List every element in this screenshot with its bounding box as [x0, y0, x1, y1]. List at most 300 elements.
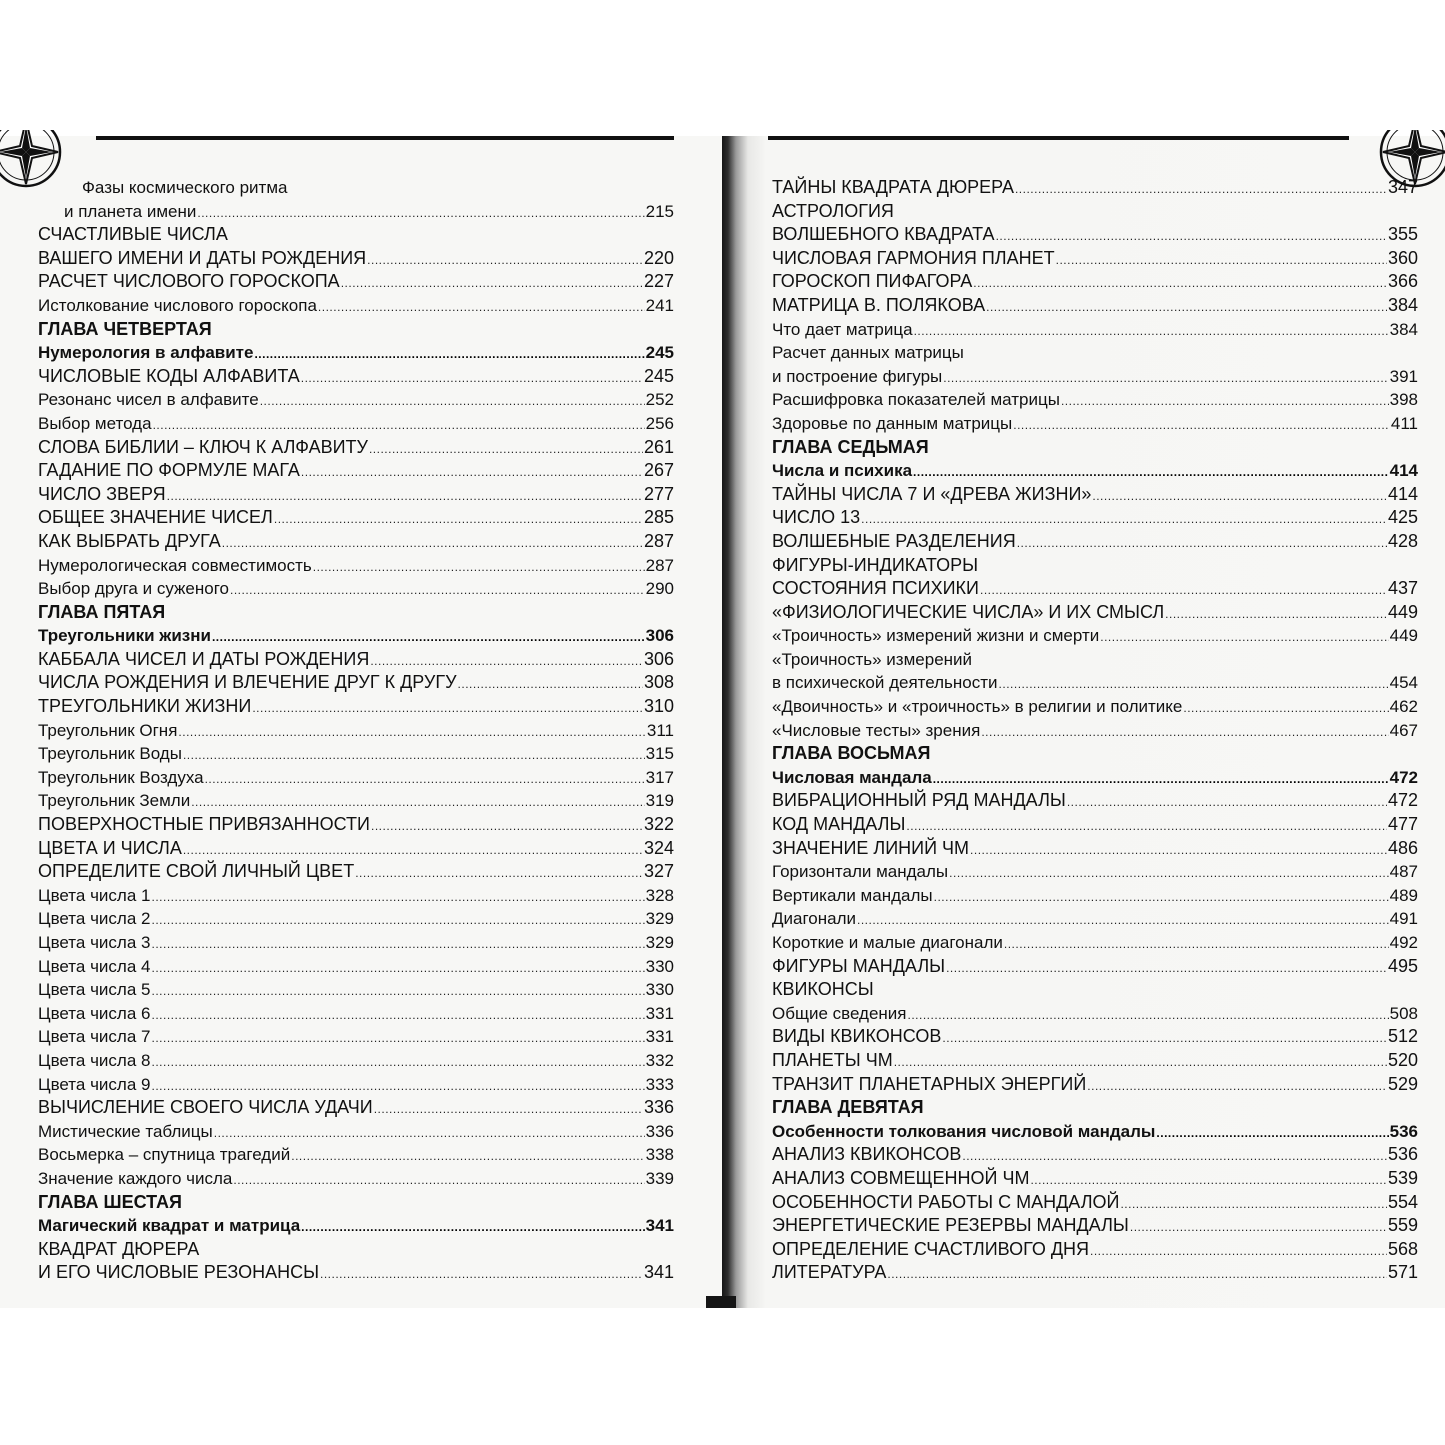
entry-title: Здоровье по данным матрицы [772, 413, 1013, 433]
toc-entry [38, 907, 674, 931]
dot-leader [151, 1027, 644, 1051]
toc-entry [772, 1025, 1418, 1049]
toc-entry [38, 554, 674, 578]
dot-leader [371, 815, 643, 839]
entry-title: Цвета числа 9 [38, 1074, 151, 1094]
dot-leader [151, 933, 644, 957]
toc-entry [772, 648, 1418, 672]
entry-title: Общие сведения [772, 1003, 907, 1023]
entry-title: ТРАНЗИТ ПЛАНЕТАРНЫХ ЭНЕРГИЙ [772, 1073, 1087, 1094]
page-number: 285 [643, 507, 674, 528]
entry-title: ВЫЧИСЛЕНИЕ СВОЕГО ЧИСЛА УДАЧИ [38, 1097, 373, 1118]
dot-leader [320, 1263, 643, 1287]
page-number: 491 [1389, 909, 1418, 929]
toc-entry [38, 813, 674, 837]
page-number: 520 [1387, 1049, 1418, 1070]
dot-leader [369, 438, 643, 462]
dot-leader [1067, 791, 1387, 815]
page-number: 330 [645, 956, 674, 976]
entry-title: ЧИСЛО 13 [772, 507, 861, 528]
page-number: 261 [643, 436, 674, 457]
toc-entry [38, 459, 674, 483]
page-number: 308 [643, 672, 674, 693]
toc-entry [38, 648, 674, 672]
entry-title: Фазы космического ритма [82, 178, 288, 197]
dot-leader [1056, 249, 1387, 273]
entry-title: Цвета числа 5 [38, 980, 151, 1000]
top-rule [768, 136, 1349, 140]
page-number: 220 [643, 247, 674, 268]
page-number: 245 [643, 365, 674, 386]
entry-title: Горизонтали мандалы [772, 862, 949, 882]
toc-entry [38, 624, 674, 648]
page-number: 315 [645, 744, 674, 764]
page-number: 495 [1387, 955, 1418, 976]
page-number: 414 [1387, 483, 1418, 504]
toc-entry [38, 671, 674, 695]
entry-title: КАК ВЫБРАТЬ ДРУГА [38, 530, 221, 551]
entry-title: Значение каждого числа [38, 1168, 233, 1188]
dot-leader [943, 367, 1388, 391]
dot-leader [933, 768, 1389, 792]
entry-title: ПОВЕРХНОСТНЫЕ ПРИВЯЗАННОСТИ [38, 814, 370, 835]
entry-title: Цвета числа 3 [38, 933, 151, 952]
entry-title: ГЛАВА ПЯТАЯ [38, 601, 166, 622]
dot-leader [999, 673, 1389, 697]
entry-title: Расчет данных матрицы [772, 343, 964, 363]
entry-title: ОБЩЕЕ ЗНАЧЕНИЕ ЧИСЕЛ [38, 507, 273, 528]
entry-title: ФИГУРЫ-ИНДИКАТОРЫ [772, 554, 979, 575]
entry-title: КОД МАНДАЛЫ [772, 814, 906, 835]
entry-title: МАТРИЦА В. ПОЛЯКОВА [772, 294, 986, 315]
entry-title: ФИГУРЫ МАНДАЛЫ [772, 955, 946, 976]
page-number: 227 [643, 271, 674, 292]
toc-entry [772, 506, 1418, 530]
toc-entry [38, 200, 674, 224]
dot-leader [1017, 532, 1387, 556]
entry-title: Выбор друга и суженого [38, 579, 229, 599]
page-number: 256 [645, 413, 674, 433]
entry-title: КАББАЛА ЧИСЕЛ И ДАТЫ РОЖДЕНИЯ [38, 648, 370, 669]
page-number: 329 [645, 933, 674, 952]
toc-entry [38, 719, 674, 743]
dot-leader [212, 626, 645, 650]
entry-title: Нумерология в алфавите [38, 343, 254, 363]
page-number: 571 [1387, 1262, 1418, 1283]
page-number: 492 [1389, 933, 1418, 952]
page-number: 215 [645, 201, 674, 221]
page-number: 306 [645, 626, 674, 646]
toc-entry [772, 671, 1418, 695]
page-number: 486 [1387, 837, 1418, 858]
toc-entry [772, 223, 1418, 247]
toc-entry [772, 1238, 1418, 1262]
toc-entry [772, 860, 1418, 884]
entry-title: Цвета числа 8 [38, 1050, 151, 1070]
page-number: 366 [1387, 271, 1418, 292]
page-number: 245 [645, 343, 674, 363]
entry-title: ТРЕУГОЛЬНИКИ ЖИЗНИ [38, 696, 252, 717]
page-number: 472 [1387, 790, 1418, 811]
page-number: 391 [1389, 366, 1418, 386]
toc-entry [38, 1120, 674, 1144]
entry-title: Цвета числа 2 [38, 909, 151, 929]
dot-leader [260, 390, 645, 414]
toc-entry [772, 1049, 1418, 1073]
page-number: 529 [1387, 1073, 1418, 1094]
entry-title: ЛИТЕРАТУРА [772, 1262, 887, 1283]
dot-leader [151, 886, 644, 910]
dot-leader [934, 886, 1389, 910]
dot-leader [178, 721, 645, 745]
toc-entry [772, 318, 1418, 342]
toc-entry [38, 1073, 674, 1097]
dot-leader [906, 815, 1387, 839]
page-number: 290 [645, 579, 674, 599]
entry-title: Истолкование числового гороскопа [38, 295, 317, 315]
toc-entry [772, 1167, 1418, 1191]
toc-entry [38, 506, 674, 530]
entry-title: Треугольник Воздуха [38, 767, 204, 787]
toc-entry [38, 601, 674, 625]
toc-entry [38, 223, 674, 247]
dot-leader [949, 862, 1388, 886]
page-number: 277 [643, 483, 674, 504]
entry-title: ЭНЕРГЕТИЧЕСКИЕ РЕЗЕРВЫ МАНДАЛЫ [772, 1215, 1129, 1236]
toc-entry [38, 766, 674, 790]
toc-entry [38, 1167, 674, 1191]
page-number: 341 [645, 1216, 674, 1236]
dot-leader [1092, 485, 1387, 509]
entry-title: ОПРЕДЕЛИТЕ СВОЙ ЛИЧНЫЙ ЦВЕТ [38, 861, 355, 882]
dot-leader [197, 202, 644, 226]
page-number: 489 [1389, 885, 1418, 905]
page-number: 559 [1387, 1215, 1418, 1236]
toc-entry [772, 1143, 1418, 1167]
toc-entry [38, 1096, 674, 1120]
toc-entry [772, 270, 1418, 294]
dot-leader [341, 272, 643, 296]
dot-leader [151, 957, 644, 981]
page-number: 317 [645, 767, 674, 787]
page-number: 287 [645, 555, 674, 575]
page-number: 454 [1389, 673, 1418, 693]
entry-title: И ЕГО ЧИСЛОВЫЕ РЕЗОНАНСЫ [38, 1262, 320, 1283]
dot-leader [857, 909, 1389, 933]
page-number: 327 [643, 861, 674, 882]
entry-title: Числа и психика [772, 461, 913, 481]
dot-leader [301, 461, 643, 485]
toc-entry [38, 365, 674, 389]
page-number: 324 [643, 837, 674, 858]
page-number: 512 [1387, 1026, 1418, 1047]
page-number: 411 [1390, 413, 1418, 433]
dot-leader [894, 1051, 1387, 1075]
page-number: 384 [1387, 294, 1418, 315]
entry-title: ВАШЕГО ИМЕНИ И ДАТЫ РОЖДЕНИЯ [38, 247, 367, 268]
dot-leader [274, 508, 643, 532]
toc-entry [38, 1238, 674, 1262]
entry-title: Цвета числа 7 [38, 1027, 151, 1047]
toc-entry [38, 1261, 674, 1285]
toc-entry [772, 412, 1418, 436]
entry-title: ОПРЕДЕЛЕНИЕ СЧАСТЛИВОГО ДНЯ [772, 1238, 1090, 1259]
page-number: 437 [1387, 578, 1418, 599]
entry-title: КВАДРАТ ДЮРЕРА [38, 1238, 200, 1259]
dot-leader [1183, 697, 1388, 721]
page-number: 252 [645, 390, 674, 410]
page-number: 332 [645, 1050, 674, 1070]
toc-entry [38, 955, 674, 979]
dot-leader [183, 744, 645, 768]
toc-entry [772, 176, 1418, 200]
dot-leader [252, 697, 643, 721]
entry-title: Что дает матрица [772, 319, 913, 339]
entry-title: Короткие и малые диагонали [772, 933, 1003, 952]
dot-leader [222, 532, 643, 556]
entry-title: ЧИСЛОВАЯ ГАРМОНИЯ ПЛАНЕТ [772, 247, 1055, 268]
entry-title: «Троичность» измерений жизни и смерти [772, 626, 1100, 646]
entry-title: Расшифровка показателей матрицы [772, 390, 1060, 410]
page-number: 449 [1387, 601, 1418, 622]
entry-title: ВОЛШЕБНОГО КВАДРАТА [772, 224, 995, 245]
page-number: 477 [1387, 814, 1418, 835]
entry-title: ВИБРАЦИОННЫЙ РЯД МАНДАЛЫ [772, 790, 1066, 811]
entry-title: Вертикали мандалы [772, 885, 933, 905]
dot-leader [183, 839, 643, 863]
dot-leader [151, 1051, 644, 1075]
toc-right [772, 176, 1418, 1285]
dot-leader [230, 579, 645, 603]
dot-leader [151, 909, 644, 933]
dot-leader [318, 296, 645, 320]
page-number: 311 [646, 720, 674, 740]
dot-leader [313, 556, 645, 580]
entry-title: ГЛАВА ВОСЬМАЯ [772, 743, 931, 764]
toc-entry [38, 530, 674, 554]
page-number: 267 [643, 460, 674, 481]
entry-title: Резонанс чисел в алфавите [38, 390, 259, 410]
entry-title: ГОРОСКОП ПИФАГОРА [772, 271, 973, 292]
entry-title: Цвета числа 6 [38, 1003, 151, 1023]
toc-entry [772, 1191, 1418, 1215]
entry-title: РАСЧЕТ ЧИСЛОВОГО ГОРОСКОПА [38, 271, 340, 292]
page-number: 310 [643, 696, 674, 717]
toc-entry [772, 955, 1418, 979]
entry-title: ГЛАВА ШЕСТАЯ [38, 1191, 182, 1212]
toc-entry [772, 577, 1418, 601]
entry-title: Треугольник Земли [38, 791, 191, 811]
toc-entry [38, 931, 674, 955]
toc-entry [772, 601, 1418, 625]
entry-title: ВОЛШЕБНЫЕ РАЗДЕЛЕНИЯ [772, 530, 1016, 551]
dot-leader [962, 1145, 1387, 1169]
page-number: 328 [645, 885, 674, 905]
toc-entry [38, 412, 674, 436]
page-number: 539 [1387, 1167, 1418, 1188]
entry-title: Треугольник Воды [38, 744, 182, 764]
toc-entry [772, 907, 1418, 931]
toc-entry [772, 1002, 1418, 1026]
dot-leader [367, 249, 643, 273]
dot-leader [1156, 1122, 1388, 1146]
dot-leader [1090, 1240, 1387, 1264]
entry-title: Цвета числа 1 [38, 885, 151, 905]
dot-leader [908, 1004, 1389, 1028]
dot-leader [1120, 1193, 1387, 1217]
page-number: 287 [643, 530, 674, 551]
toc-entry [38, 294, 674, 318]
page-number: 336 [643, 1097, 674, 1118]
entry-title: Числовая мандала [772, 767, 932, 787]
dot-leader [301, 367, 643, 391]
page-number: 336 [645, 1121, 674, 1141]
book-spine [706, 1296, 736, 1308]
toc-entry [38, 1143, 674, 1167]
toc-entry [772, 837, 1418, 861]
page-number: 554 [1387, 1191, 1418, 1212]
dot-leader [981, 721, 1388, 745]
entry-title: Мистические таблицы [38, 1121, 213, 1141]
entry-title: АНАЛИЗ СОВМЕЩЕННОЙ ЧМ [772, 1167, 1030, 1188]
toc-entry [772, 1214, 1418, 1238]
entry-title: ЦВЕТА И ЧИСЛА [38, 837, 182, 858]
entry-title: ТАЙНЫ ЧИСЛА 7 И «ДРЕВА ЖИЗНИ» [772, 483, 1092, 504]
dot-leader [1061, 390, 1389, 414]
entry-title: ГЛАВА СЕДЬМАЯ [772, 436, 929, 457]
dot-leader [996, 225, 1387, 249]
toc-entry [772, 742, 1418, 766]
page-number: 319 [645, 791, 674, 811]
entry-title: АСТРОЛОГИЯ [772, 200, 894, 221]
page-number: 449 [1389, 626, 1418, 646]
page-number: 536 [1389, 1121, 1418, 1141]
toc-entry [772, 931, 1418, 955]
top-rule [96, 136, 674, 140]
page-number: 462 [1389, 697, 1418, 717]
dot-leader [233, 1169, 644, 1193]
page-number: 306 [643, 648, 674, 669]
dot-leader [1004, 933, 1389, 957]
entry-title: и построение фигуры [772, 366, 943, 386]
entry-title: ЧИСЛО ЗВЕРЯ [38, 483, 166, 504]
page-number: 508 [1389, 1003, 1418, 1023]
entry-title: ПЛАНЕТЫ ЧМ [772, 1049, 893, 1070]
dot-leader [167, 485, 643, 509]
toc-entry [772, 365, 1418, 389]
toc-entry [772, 294, 1418, 318]
page-number: 347 [1387, 177, 1418, 197]
toc-entry [772, 1120, 1418, 1144]
dot-leader [151, 980, 644, 1004]
toc-entry [772, 1096, 1418, 1120]
toc-entry [38, 577, 674, 601]
dot-leader [151, 1075, 644, 1099]
toc-entry [38, 1025, 674, 1049]
dot-leader [1015, 178, 1387, 202]
toc-entry [38, 1214, 674, 1238]
dot-leader [301, 1216, 644, 1240]
toc-entry [772, 1073, 1418, 1097]
entry-title: и планета имени [64, 201, 197, 221]
dot-leader [946, 957, 1387, 981]
toc-entry [772, 719, 1418, 743]
page-number: 355 [1387, 224, 1418, 245]
entry-title: Особенности толкования числовой мандалы [772, 1121, 1156, 1141]
page-number: 487 [1389, 862, 1418, 882]
entry-title: Цвета числа 4 [38, 956, 151, 976]
toc-entry [772, 554, 1418, 578]
dot-leader [861, 508, 1387, 532]
toc-entry [772, 624, 1418, 648]
entry-title: «ФИЗИОЛОГИЧЕСКИЕ ЧИСЛА» И ИХ СМЫСЛ [772, 601, 1165, 622]
entry-title: Магический квадрат и матрица [38, 1216, 301, 1236]
dot-leader [1100, 626, 1388, 650]
toc-entry [772, 1261, 1418, 1285]
page-number: 428 [1387, 530, 1418, 551]
entry-title: Треугольники жизни [38, 626, 211, 646]
toc-entry [38, 860, 674, 884]
dot-leader [205, 768, 645, 792]
dot-leader [291, 1145, 644, 1169]
dot-leader [191, 791, 644, 815]
entry-title: Восьмерка – спутница трагедий [38, 1145, 291, 1165]
entry-title: АНАЛИЗ КВИКОНСОВ [772, 1144, 962, 1165]
page-number: 331 [645, 1003, 674, 1023]
toc-entry [772, 978, 1418, 1002]
dot-leader [973, 272, 1387, 296]
toc-entry [38, 695, 674, 719]
page-number: 339 [645, 1168, 674, 1188]
left-page [0, 136, 722, 1308]
toc-entry [772, 813, 1418, 837]
toc-entry [38, 247, 674, 271]
page-number: 322 [643, 814, 674, 835]
toc-entry [772, 247, 1418, 271]
entry-title: Треугольник Огня [38, 720, 178, 740]
entry-title: «Двоичность» и «троичность» в религии и политике [772, 697, 1183, 717]
entry-title: СЧАСТЛИВЫЕ ЧИСЛА [38, 224, 228, 245]
dot-leader [254, 343, 644, 367]
entry-title: ЗНАЧЕНИЕ ЛИНИЙ ЧМ [772, 837, 970, 858]
toc-entry [38, 176, 674, 200]
toc-entry [772, 483, 1418, 507]
toc-entry [772, 789, 1418, 813]
dot-leader [458, 673, 643, 697]
dot-leader [1013, 414, 1390, 438]
toc-entry [38, 318, 674, 342]
toc-entry [38, 742, 674, 766]
entry-title: ЧИСЛОВЫЕ КОДЫ АЛФАВИТА [38, 365, 300, 386]
toc-entry [38, 789, 674, 813]
dot-leader [980, 579, 1387, 603]
page-number: 425 [1387, 507, 1418, 528]
entry-title: Диагонали [772, 909, 857, 929]
page-number: 341 [643, 1262, 674, 1283]
page-number: 398 [1389, 390, 1418, 410]
page-number: 333 [645, 1074, 674, 1094]
dot-leader [214, 1122, 645, 1146]
dot-leader [1087, 1075, 1387, 1099]
toc-entry [38, 837, 674, 861]
dot-leader [1165, 603, 1387, 627]
toc-entry [38, 978, 674, 1002]
toc-entry [772, 341, 1418, 365]
page-number: 384 [1389, 319, 1418, 339]
dot-leader [942, 1027, 1387, 1051]
toc-entry [772, 200, 1418, 224]
page-number: 536 [1387, 1144, 1418, 1165]
